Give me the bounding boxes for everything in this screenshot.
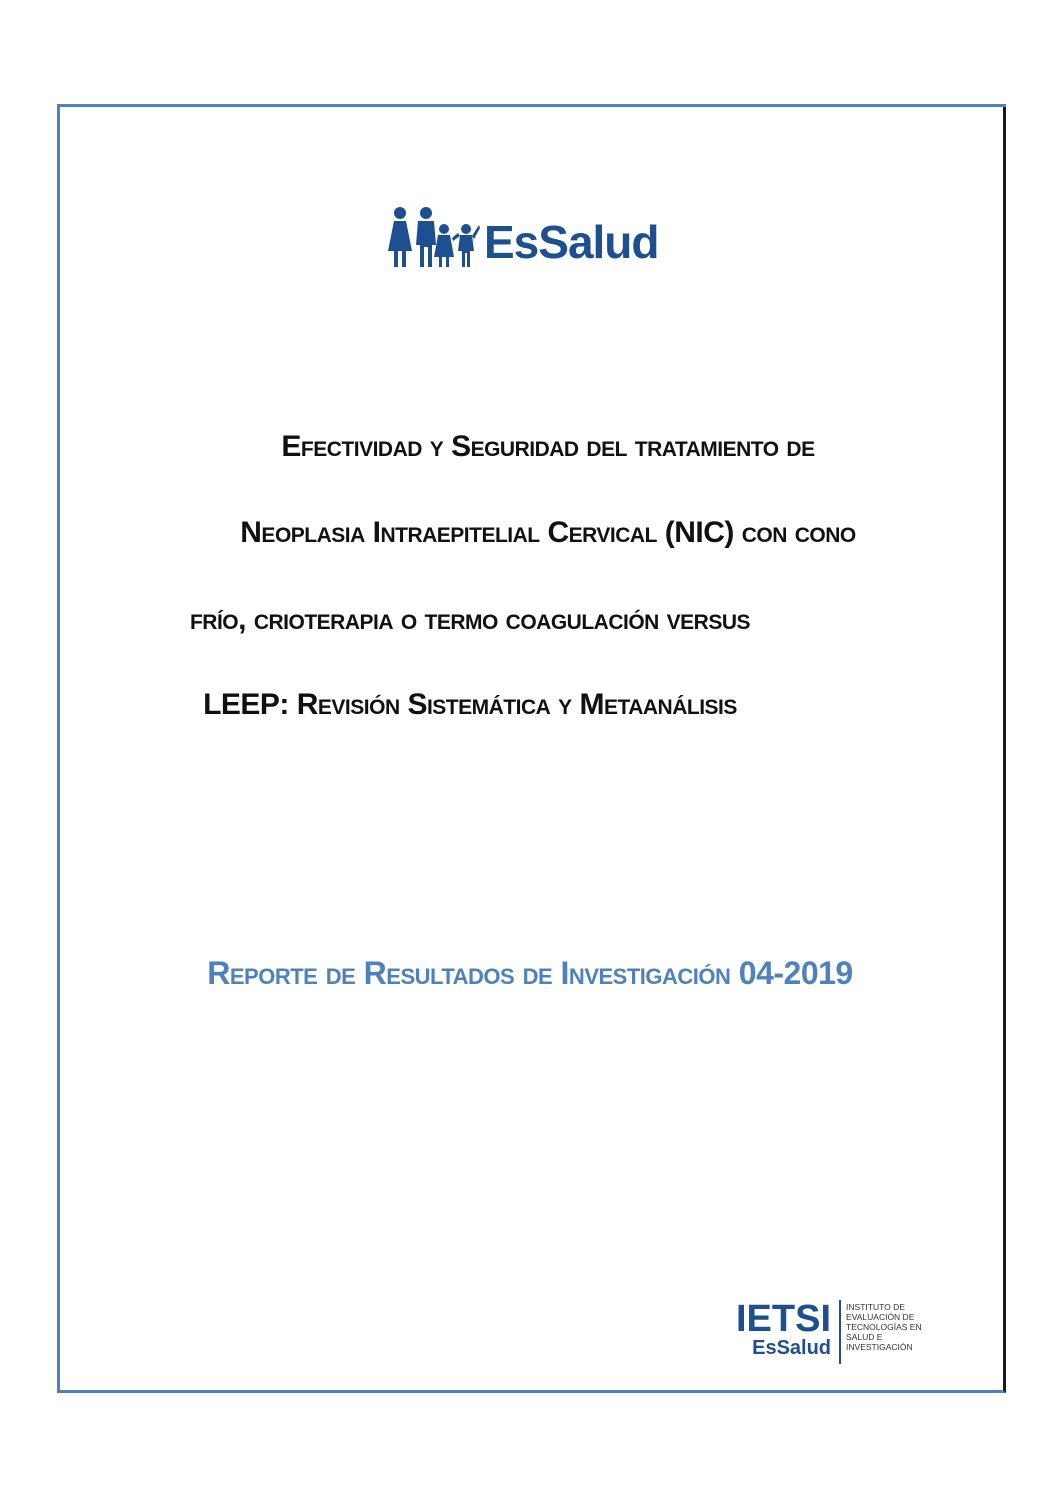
page-border-frame — [57, 104, 1006, 1393]
ietsi-logo-main — [736, 1300, 841, 1364]
ietsi-logo-sub: EsSalud — [752, 1337, 832, 1359]
title-line-4: LEEP: Revisión Sistemática y Metaanálisis — [203, 688, 737, 721]
family-figures-icon — [386, 205, 480, 269]
ietsi-description-line: TECNOLOGÍAS EN — [846, 1322, 922, 1332]
title-line-2: Neoplasia Intraepitelial Cervical (NIC) con cono — [240, 516, 856, 549]
title-line-3: frío, crioterapia o termo coagulación versus — [189, 603, 751, 636]
ietsi-logo-word: IETSI — [736, 1298, 832, 1340]
essalud-logo-text: EsSalud — [484, 216, 659, 268]
ietsi-description-line: INVESTIGACIÓN — [846, 1342, 913, 1352]
ietsi-description-line: SALUD E — [846, 1332, 883, 1342]
title-line-1: Efectividad y Seguridad del tratamiento de — [281, 430, 815, 463]
ietsi-description-line: EVALUACIÓN DE — [846, 1312, 915, 1322]
report-label: Reporte de Resultados de Investigación 04-2019 — [207, 955, 853, 991]
ietsi-logo-description — [841, 1302, 936, 1352]
essalud-logo — [386, 205, 659, 269]
ietsi-description-line: INSTITUTO DE — [846, 1302, 905, 1312]
ietsi-logo — [736, 1300, 936, 1364]
